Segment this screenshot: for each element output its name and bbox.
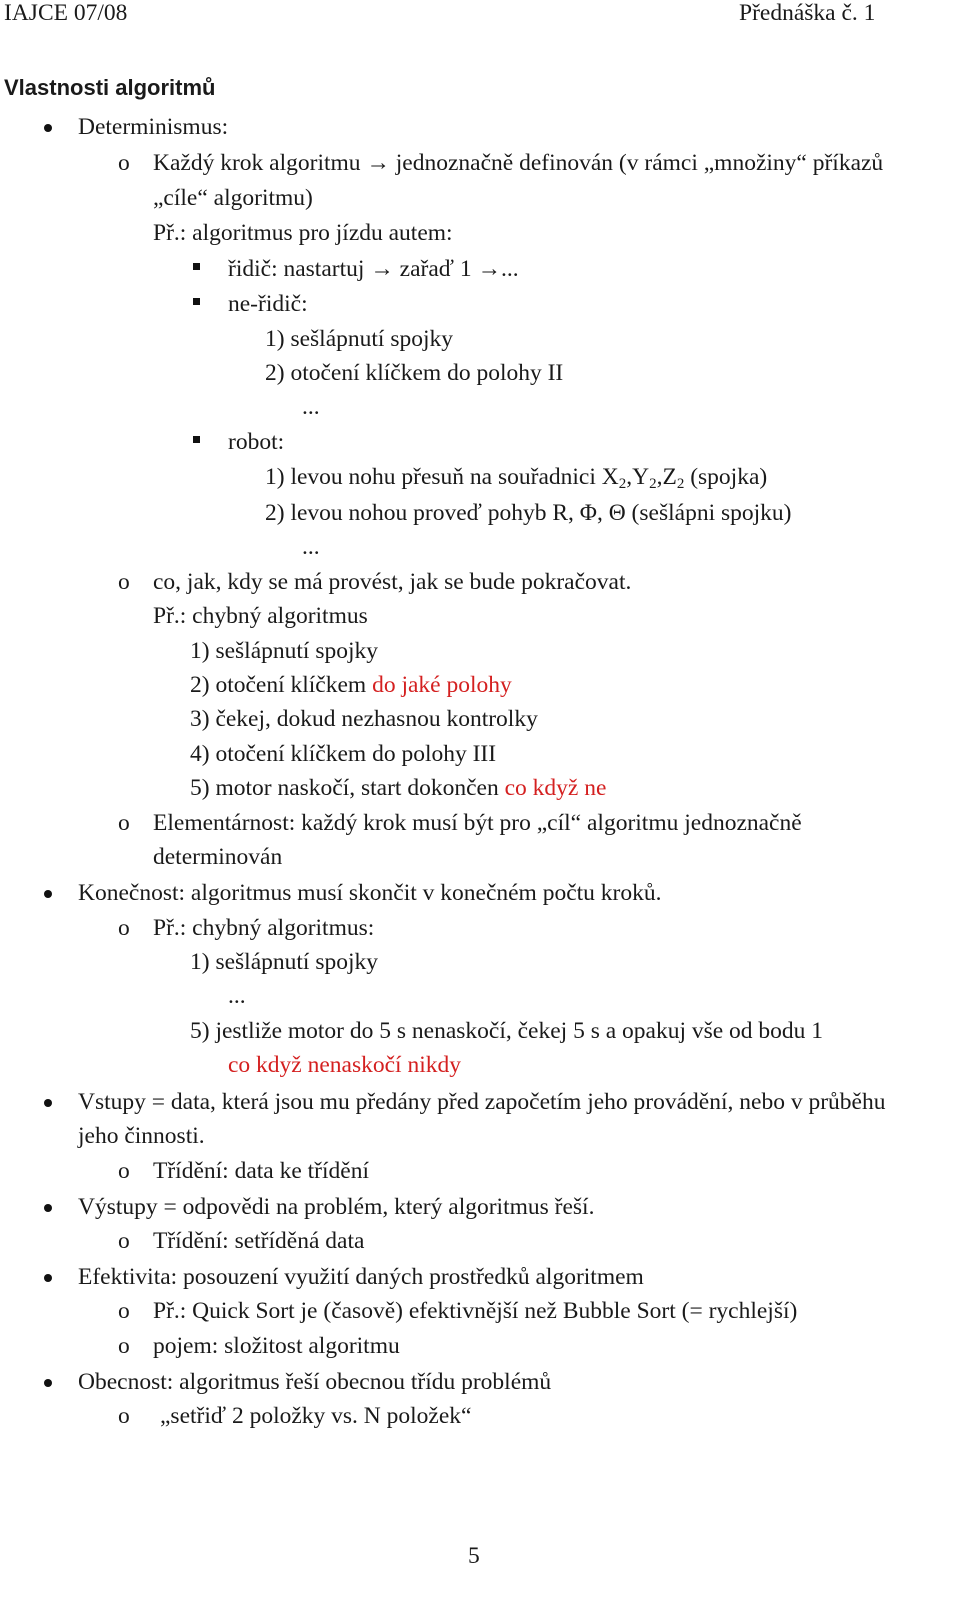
header-course-code: IAJCE 07/08 — [4, 0, 128, 26]
list-item: 1) sešlápnutí spojky — [190, 638, 378, 664]
bullet-dot-icon — [44, 1379, 52, 1387]
text-line: jeho činnosti. — [78, 1123, 205, 1149]
header-lecture-number: Přednáška č. 1 — [739, 0, 876, 26]
text-line: pojem: složitost algoritmu — [153, 1333, 400, 1359]
text-line: robot: — [228, 429, 285, 455]
list-item: 3) čekej, dokud nezhasnou kontrolky — [190, 706, 538, 732]
o-bullet-icon: o — [118, 1158, 130, 1184]
list-item: 5) jestliže motor do 5 s nenaskočí, čekej 5 s a opakuj vše od bodu 1 — [190, 1018, 824, 1044]
text-line: „cíle“ algoritmu) — [153, 185, 313, 211]
bullet-dot-icon — [44, 890, 52, 898]
bullet-vstupy: Vstupy = data, která jsou mu předány před započetím jeho provádění, nebo v průběhu — [78, 1089, 886, 1115]
list-item: 1) sešlápnutí spojky — [265, 326, 453, 352]
text-line: Elementárnost: každý krok musí být pro „cíl“ algoritmu jednoznačně — [153, 810, 802, 836]
square-bullet-icon — [193, 298, 200, 305]
square-bullet-icon — [193, 436, 200, 443]
list-item: 4) otočení klíčkem do polohy III — [190, 741, 497, 767]
list-item: 2) levou nohou proveď pohyb R, Φ, Θ (sešlápni spojku) — [265, 500, 792, 526]
o-bullet-icon: o — [118, 915, 130, 941]
ellipsis: ... — [302, 534, 320, 560]
o-bullet-icon: o — [118, 150, 130, 176]
text-line: co, jak, kdy se má provést, jak se bude pokračovat. — [153, 569, 632, 595]
highlight-text: do jaké polohy — [372, 672, 512, 698]
bullet-vystupy: Výstupy = odpovědi na problém, který algoritmus řeší. — [78, 1194, 595, 1220]
o-bullet-icon: o — [118, 810, 130, 836]
bullet-determinismus: Determinismus: — [78, 114, 229, 140]
list-item: 5) motor naskočí, start dokončen co když ne — [190, 775, 607, 801]
list-item: 2) otočení klíčkem do jaké polohy — [190, 672, 512, 698]
text-line: Př.: chybný algoritmus — [153, 603, 368, 629]
text-line: řidič: nastartuj → zařaď 1 →... — [228, 256, 519, 282]
square-bullet-icon — [193, 263, 200, 270]
text-line: determinován — [153, 844, 283, 870]
bullet-konecnost: Konečnost: algoritmus musí skončit v konečném počtu kroků. — [78, 880, 662, 906]
o-bullet-icon: o — [118, 1403, 130, 1429]
text-line: Třídění: setříděná data — [153, 1228, 365, 1254]
bullet-dot-icon — [44, 1204, 52, 1212]
text-line: Př.: Quick Sort je (časově) efektivnější než Bubble Sort (= rychlejší) — [153, 1298, 798, 1324]
o-bullet-icon: o — [118, 1333, 130, 1359]
o-bullet-icon: o — [118, 1228, 130, 1254]
bullet-dot-icon — [44, 1274, 52, 1282]
list-item: 1) sešlápnutí spojky — [190, 949, 378, 975]
o-bullet-icon: o — [118, 1298, 130, 1324]
highlight-text: co když ne — [504, 775, 607, 801]
text-line: „setřiď 2 položky vs. N položek“ — [160, 1403, 472, 1429]
text-line: Př.: algoritmus pro jízdu autem: — [153, 220, 453, 246]
ellipsis: ... — [302, 394, 320, 420]
text-line: Třídění: data ke třídění — [153, 1158, 369, 1184]
text-line: Každý krok algoritmu → jednoznačně definován (v rámci „množiny“ příkazů — [153, 150, 884, 176]
list-item: 1) levou nohu přesuň na souřadnici $X_2,Y_2,Z_2$ (spojka) — [265, 464, 768, 492]
bullet-efektivita: Efektivita: posouzení využití daných prostředků algoritmem — [78, 1264, 644, 1290]
page-number: 5 — [468, 1543, 480, 1569]
bullet-obecnost: Obecnost: algoritmus řeší obecnou třídu problémů — [78, 1369, 552, 1395]
bullet-dot-icon — [44, 1099, 52, 1107]
list-item: 2) otočení klíčkem do polohy II — [265, 360, 564, 386]
text-line: ne-řidič: — [228, 291, 308, 317]
highlight-text: co když nenaskočí nikdy — [228, 1052, 461, 1078]
bullet-dot-icon — [44, 124, 52, 132]
text-line: Př.: chybný algoritmus: — [153, 915, 375, 941]
section-title: Vlastnosti algoritmů — [4, 75, 216, 100]
ellipsis: ... — [228, 983, 246, 1009]
o-bullet-icon: o — [118, 569, 130, 595]
